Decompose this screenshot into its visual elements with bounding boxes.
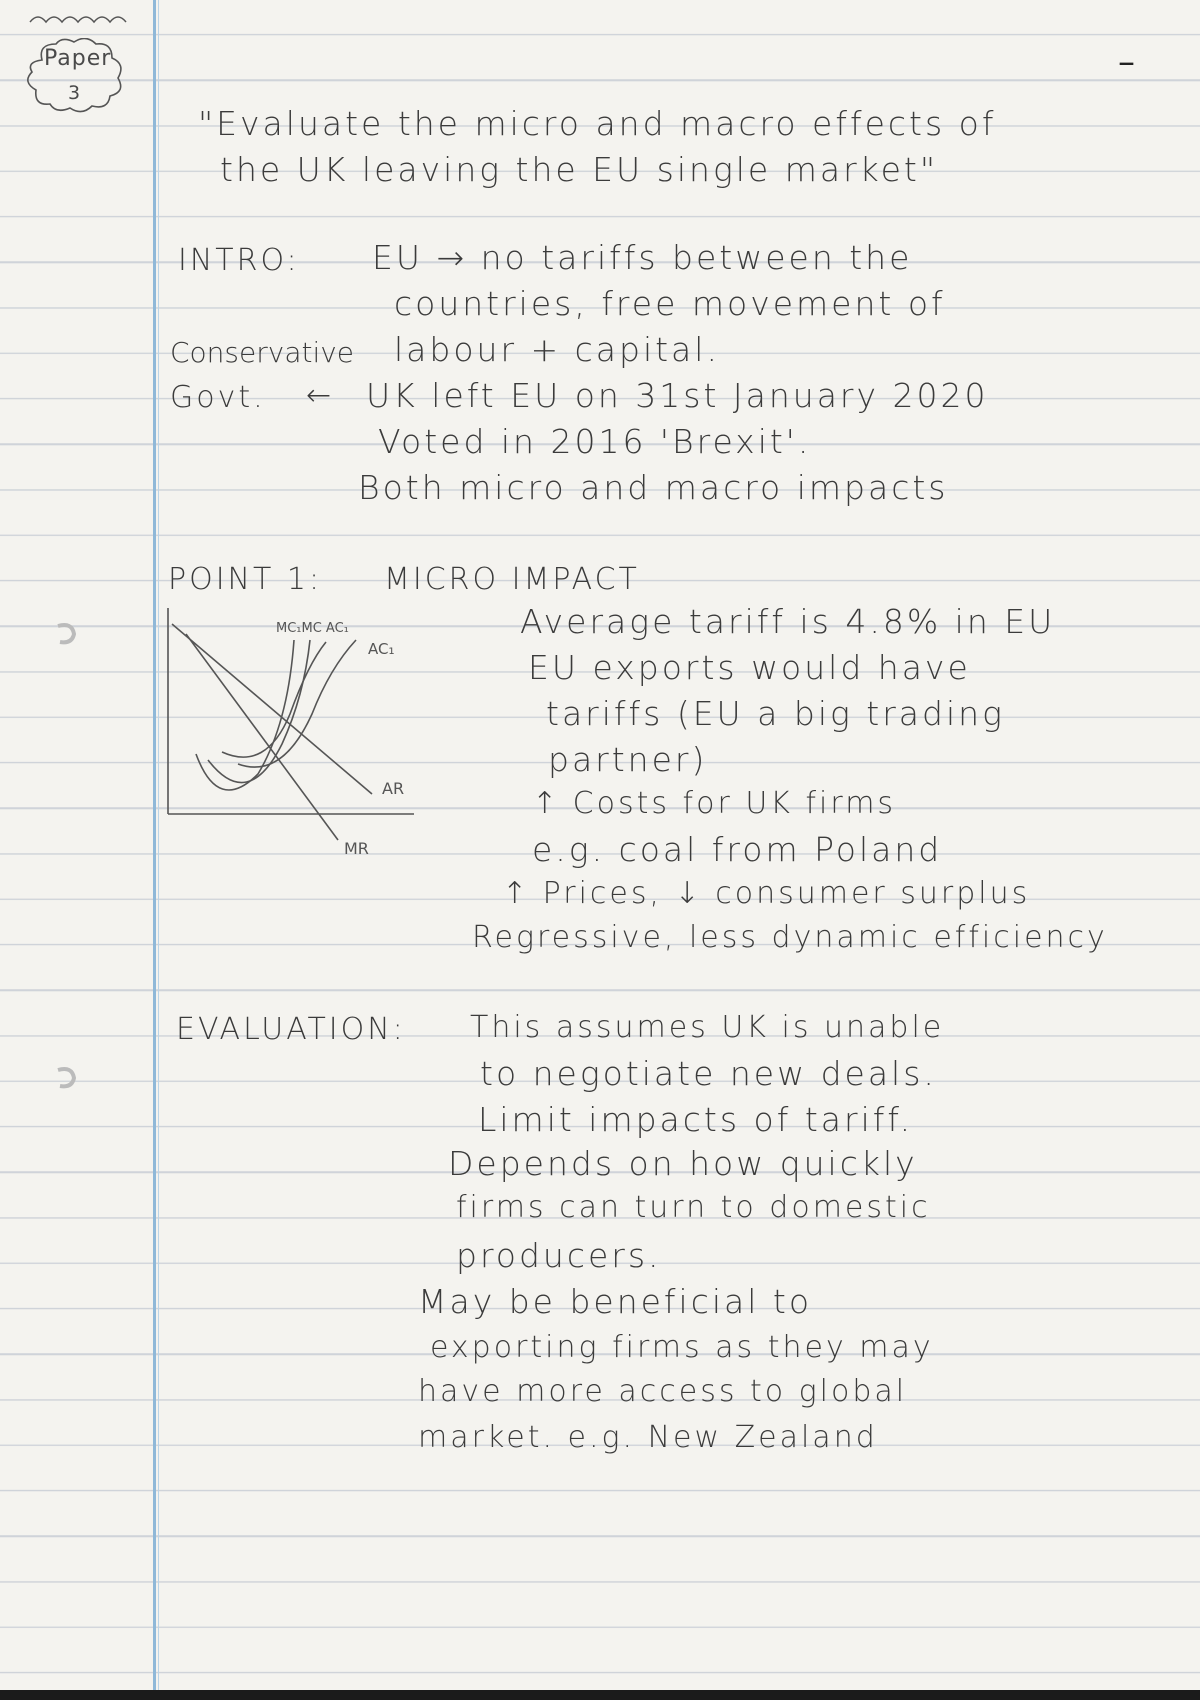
intro-line-5: Voted in 2016 'Brexit'. — [378, 422, 812, 461]
intro-line-2: countries, free movement of — [394, 284, 946, 323]
evaluation-line-7: May be beneficial to — [418, 1282, 813, 1321]
intro-heading: INTRO: — [178, 243, 300, 278]
mc1-curve — [208, 640, 310, 783]
point1-line-4: partner) — [548, 740, 708, 779]
scribble-icon — [28, 10, 138, 30]
point1-line-1: Average tariff is 4.8% in EU — [520, 602, 1056, 641]
intro-side-note-1: Conservative — [170, 336, 355, 369]
diagram-label-mr: MR — [344, 839, 369, 858]
evaluation-heading: EVALUATION: — [176, 1012, 406, 1047]
point1-title: MICRO IMPACT — [384, 562, 640, 597]
evaluation-line-5: firms can turn to domestic — [456, 1190, 931, 1225]
evaluation-line-9: have more access to global — [418, 1374, 908, 1409]
badge-number: 3 — [68, 82, 81, 104]
point1-line-7: ↑ Prices, ↓ consumer surplus — [502, 876, 1031, 911]
point1-line-8: Regressive, less dynamic efficiency — [472, 920, 1108, 955]
intro-side-note-2: Govt. — [170, 380, 266, 415]
badge-label: Paper — [44, 46, 112, 71]
evaluation-line-4: Depends on how quickly — [448, 1144, 918, 1183]
evaluation-line-8: exporting firms as they may — [430, 1330, 934, 1365]
evaluation-line-10: market. e.g. New Zealand — [418, 1420, 878, 1455]
punch-hole-icon — [54, 620, 80, 646]
evaluation-line-2: to negotiate new deals. — [480, 1054, 937, 1093]
intro-line-6: Both micro and macro impacts — [358, 468, 949, 507]
point1-line-6: e.g. coal from Poland — [532, 830, 943, 869]
diagram-label-costs: MC₁MC AC₁ — [276, 621, 349, 636]
cost-revenue-diagram — [162, 604, 422, 864]
evaluation-line-1: This assumes UK is unable — [470, 1010, 945, 1045]
question-line-1: "Evaluate the micro and macro effects of — [198, 104, 997, 143]
intro-arrow: ← — [306, 378, 335, 413]
mr-curve — [186, 634, 338, 840]
diagram-label-ar: AR — [382, 779, 405, 798]
margin-line-shadow — [158, 0, 159, 1700]
margin-line — [153, 0, 156, 1700]
point1-line-5: ↑ Costs for UK firms — [532, 786, 897, 821]
corner-dash: – — [1118, 42, 1135, 82]
question-line-2: the UK leaving the EU single market" — [220, 150, 939, 189]
point1-line-3: tariffs (EU a big trading — [546, 694, 1005, 733]
evaluation-line-6: producers. — [456, 1236, 662, 1275]
point1-heading: POINT 1: — [168, 562, 323, 597]
point1-line-2: EU exports would have — [528, 648, 971, 687]
evaluation-line-3: Limit impacts of tariff. — [478, 1100, 914, 1139]
page-bottom-edge — [0, 1690, 1200, 1700]
intro-line-3: labour + capital. — [394, 330, 720, 369]
punch-hole-icon — [54, 1064, 80, 1090]
intro-line-4: UK left EU on 31st January 2020 — [366, 376, 989, 415]
intro-line-1: EU → no tariffs between the — [372, 238, 913, 277]
diagram-label-ac1: AC₁ — [368, 640, 395, 658]
